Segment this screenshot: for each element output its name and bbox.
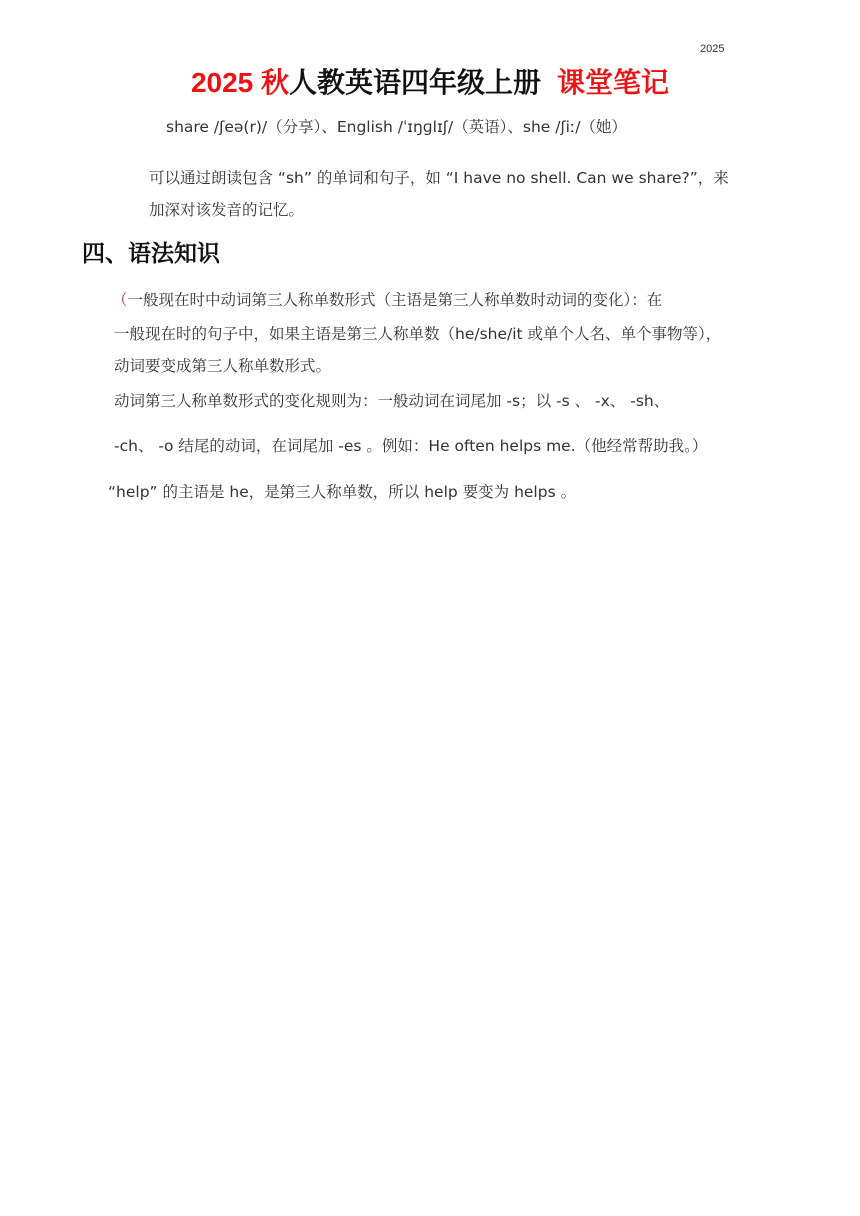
title-notes: 课堂笔记 [557, 67, 670, 98]
grammar-line-2: 一般现在时的句子中，如果主语是第三人称单数（he/she/it 或单个人名、单个事物等）， [114, 325, 722, 343]
section-heading-grammar: 四、语法知识 [82, 240, 220, 267]
title-year-season: 2025 秋 [190, 67, 290, 98]
grammar-open-paren: （ [112, 291, 128, 309]
header-year-tag: 2025 [700, 43, 725, 55]
grammar-line-6: “help” 的主语是 he，是第三人称单数，所以 help 要变为 helps 。 [108, 483, 577, 501]
phonetics-examples: share /ʃeə(r)/（分享）、English /ˈɪŋɡlɪʃ/（英语）、she /ʃiː/（她） [166, 118, 627, 136]
grammar-line-1 [112, 288, 662, 310]
title-textbook: 人教英语四年级上册 [289, 67, 542, 98]
page-title [0, 61, 860, 101]
tip-line-1: 可以通过朗读包含 “sh” 的单词和句子，如 “I have no shell. Can we share?”，来 [149, 169, 729, 187]
grammar-line-5: -ch、 -o 结尾的动词，在词尾加 -es 。例如：He often helps me.（他经常帮助我。） [114, 437, 708, 455]
tip-line-2: 加深对该发音的记忆。 [149, 201, 305, 219]
grammar-line-3: 动词要变成第三人称单数形式。 [114, 357, 332, 375]
grammar-line-4: 动词第三人称单数形式的变化规则为：一般动词在词尾加 -s；以 -s 、 -x、 -sh、 [114, 392, 670, 410]
grammar-line-1-text: 一般现在时中动词第三人称单数形式（主语是第三人称单数时动词的变化）：在 [127, 291, 663, 309]
